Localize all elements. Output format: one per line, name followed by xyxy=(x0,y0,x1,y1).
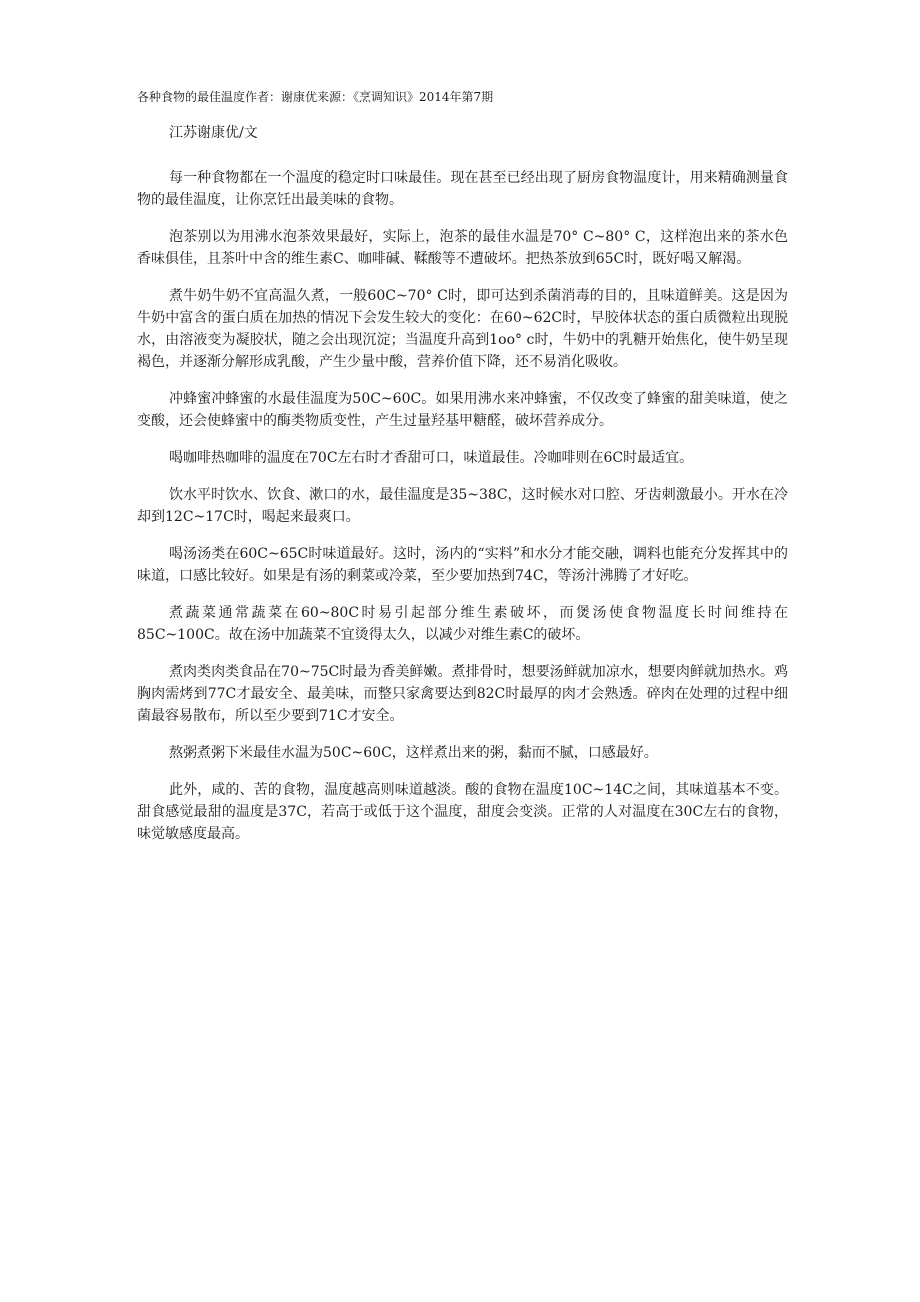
article-body xyxy=(137,123,788,860)
paragraph-water: 饮水平时饮水、饮食、漱口的水，最佳温度是35~38C，这时候水对口腔、牙齿刺激最小。开水在冷却到12C~17C时，喝起来最爽口。 xyxy=(137,487,788,525)
paragraph-tea: 泡茶别以为用沸水泡茶效果最好，实际上，泡茶的最佳水温是70° C~80° C，这样泡出来的茶水色香味俱佳，且茶叶中含的维生素C、咖啡碱、鞣酸等不遭破坏。把热茶放到65C时，既好喝又解渴。 xyxy=(137,229,788,267)
article-header: 各种食物的最佳温度作者：谢康优来源：《烹调知识》2014年第7期 xyxy=(137,90,494,104)
paragraph-vegetables: 煮蔬菜通常蔬菜在60~80C时易引起部分维生素破坏，而煲汤使食物温度长时间维持在85C~100C。故在汤中加蔬菜不宜烫得太久，以减少对维生素C的破坏。 xyxy=(137,605,788,643)
paragraph-milk: 煮牛奶牛奶不宜高温久煮，一般60C~70° C时，即可达到杀菌消毒的目的，且味道鲜美。这是因为牛奶中富含的蛋白质在加热的情况下会发生较大的变化：在60~62C时，早胶体状态的蛋白质微粒出现脱水，由溶液变为凝胶状，随之会出现沉淀；当温度升高到1oo° c时，牛奶中的乳糖开始焦化，使牛奶呈现褐色，并逐渐分解形成乳酸，产生少量中酸，营养价值下降，还不易消化吸收。 xyxy=(137,288,788,370)
paragraph-honey: 冲蜂蜜冲蜂蜜的水最佳温度为50C~60C。如果用沸水来冲蜂蜜，不仅改变了蜂蜜的甜美味道，使之变酸，还会使蜂蜜中的酶类物质变性，产生过量羟基甲糖醛，破坏营养成分。 xyxy=(137,391,788,429)
paragraph-coffee: 喝咖啡热咖啡的温度在70C左右时才香甜可口，味道最佳。冷咖啡则在6C时最适宜。 xyxy=(169,450,694,466)
paragraph-taste: 此外，咸的、苦的食物，温度越高则味道越淡。酸的食物在温度10C~14C之间，其味道基本不变。甜食感觉最甜的温度是37C，若高于或低于这个温度，甜度会变淡。正常的人对温度在30C左右的食物，味觉敏感度最高。 xyxy=(137,782,788,842)
paragraph-porridge: 熬粥煮粥下米最佳水温为50C~60C，这样煮出来的粥，黏而不腻，口感最好。 xyxy=(169,745,658,761)
paragraph-intro: 每一种食物都在一个温度的稳定时口味最佳。现在甚至已经出现了厨房食物温度计，用来精确测量食物的最佳温度，让你烹饪出最美味的食物。 xyxy=(137,170,788,208)
paragraph-soup: 喝汤汤类在60C~65C时味道最好。这时，汤内的“实料”和水分才能交融，调料也能充分发挥其中的味道，口感比较好。如果是有汤的剩菜或冷菜，至少要加热到74C，等汤汁沸腾了才好吃。 xyxy=(137,546,788,584)
author-byline: 江苏谢康优/文 xyxy=(169,125,258,141)
paragraph-meat: 煮肉类肉类食品在70~75C时最为香美鲜嫩。煮排骨时，想要汤鲜就加凉水，想要肉鲜就加热水。鸡胸肉需烤到77C才最安全、最美味，而整只家禽要达到82C时最厚的肉才会熟透。碎肉在处理的过程中细菌最容易散布，所以至少要到71C才安全。 xyxy=(137,664,788,724)
